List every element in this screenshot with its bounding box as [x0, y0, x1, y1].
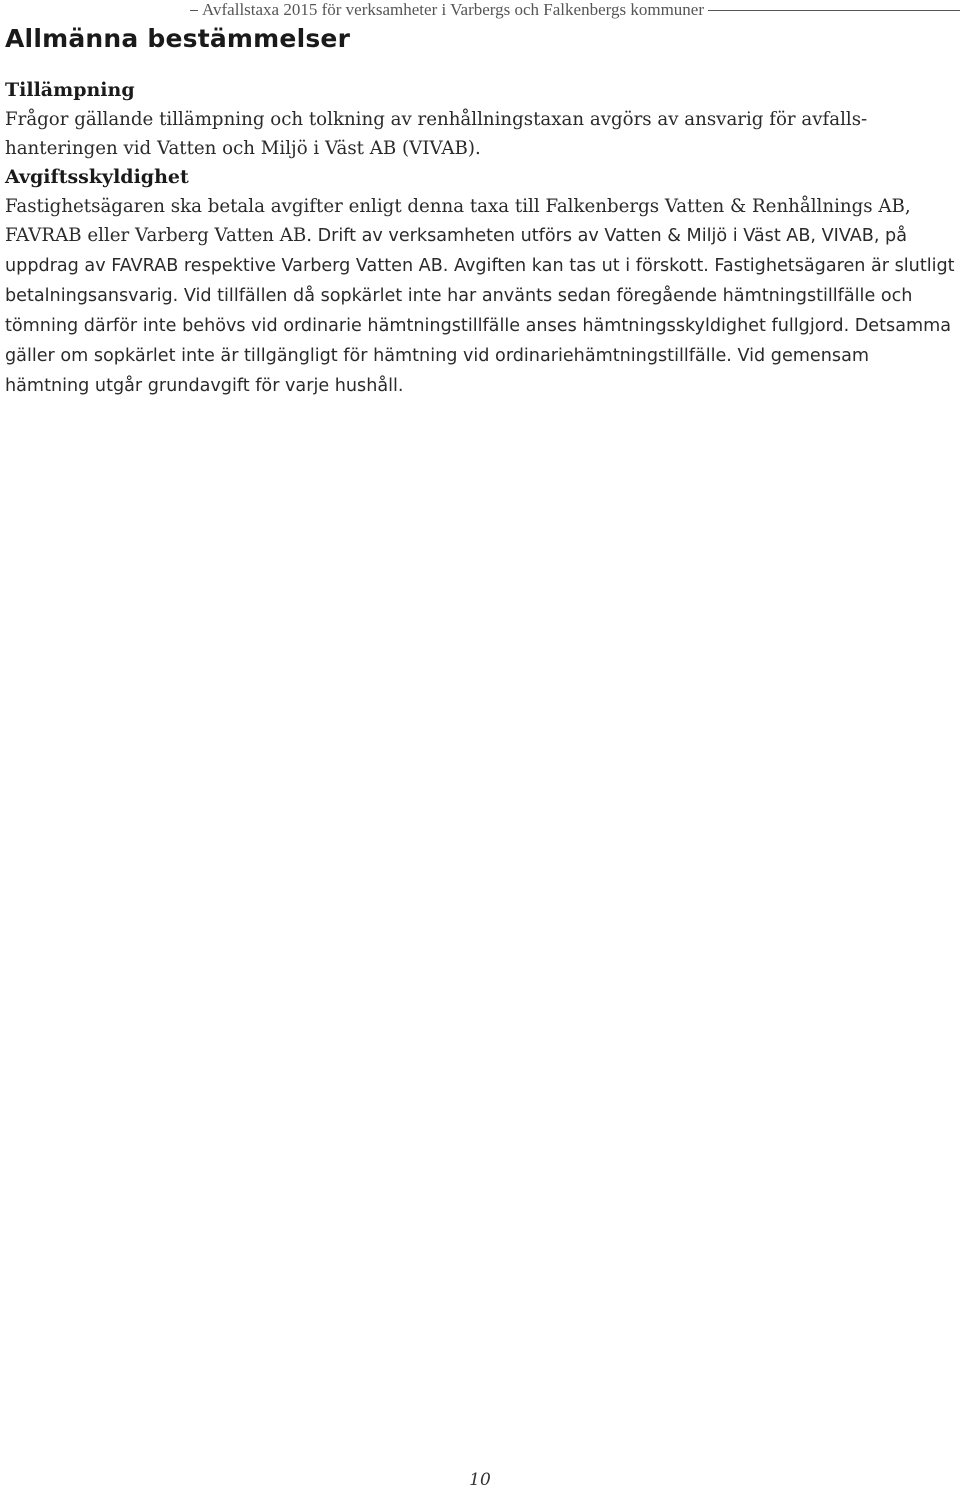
- running-header: [190, 0, 960, 20]
- header-rule-right: [708, 10, 960, 11]
- section-paragraph: [5, 192, 955, 401]
- section-paragraph: Frågor gällande tillämpning och tolkning av renhållningstaxan avgörs av ansvarig för avfalls-hanteringen vid Vatten och Miljö i Väst AB (VIVAB).: [5, 109, 868, 159]
- document-body: [5, 76, 955, 401]
- section-heading: Tillämpning: [5, 79, 135, 101]
- section-heading: Avgiftsskyldighet: [5, 166, 189, 188]
- paragraph-text-serif: Fastighetsägaren ska betala avgifter enligt denna taxa till Falkenbergs Vatten & Renhållnings AB, FAVRAB eller Varberg Vatten AB.: [5, 196, 911, 246]
- page-title: Allmänna bestämmelser: [5, 24, 351, 53]
- section-tillampning: [5, 76, 955, 163]
- page-number: 10: [469, 1470, 491, 1490]
- section-avgiftsskyldighet: [5, 163, 955, 401]
- paragraph-text-sans: Drift av verksamheten utförs av Vatten & Miljö i Väst AB, VIVAB, på uppdrag av FAVRAB respektive Varberg Vatten AB. Avgiften kan tas ut i förskott. Fastighetsägaren är slutligt betalningsansvarig. Vid tillfällen då sopkärlet inte har använts sedan föregående hämtningstillfälle och tömning därför inte behövs vid ordinarie hämtningstillfälle anses hämtningsskyldighet fullgjord. Detsamma gäller om sopkärlet inte är tillgängligt för hämtning vid ordinariehämtningstillfälle. Vid gemensam hämtning utgår grundavgift för varje hushåll.: [5, 226, 955, 396]
- running-header-title: Avfallstaxa 2015 för verksamheter i Varbergs och Falkenbergs kommuner: [202, 0, 704, 19]
- header-rule-left: [190, 10, 198, 11]
